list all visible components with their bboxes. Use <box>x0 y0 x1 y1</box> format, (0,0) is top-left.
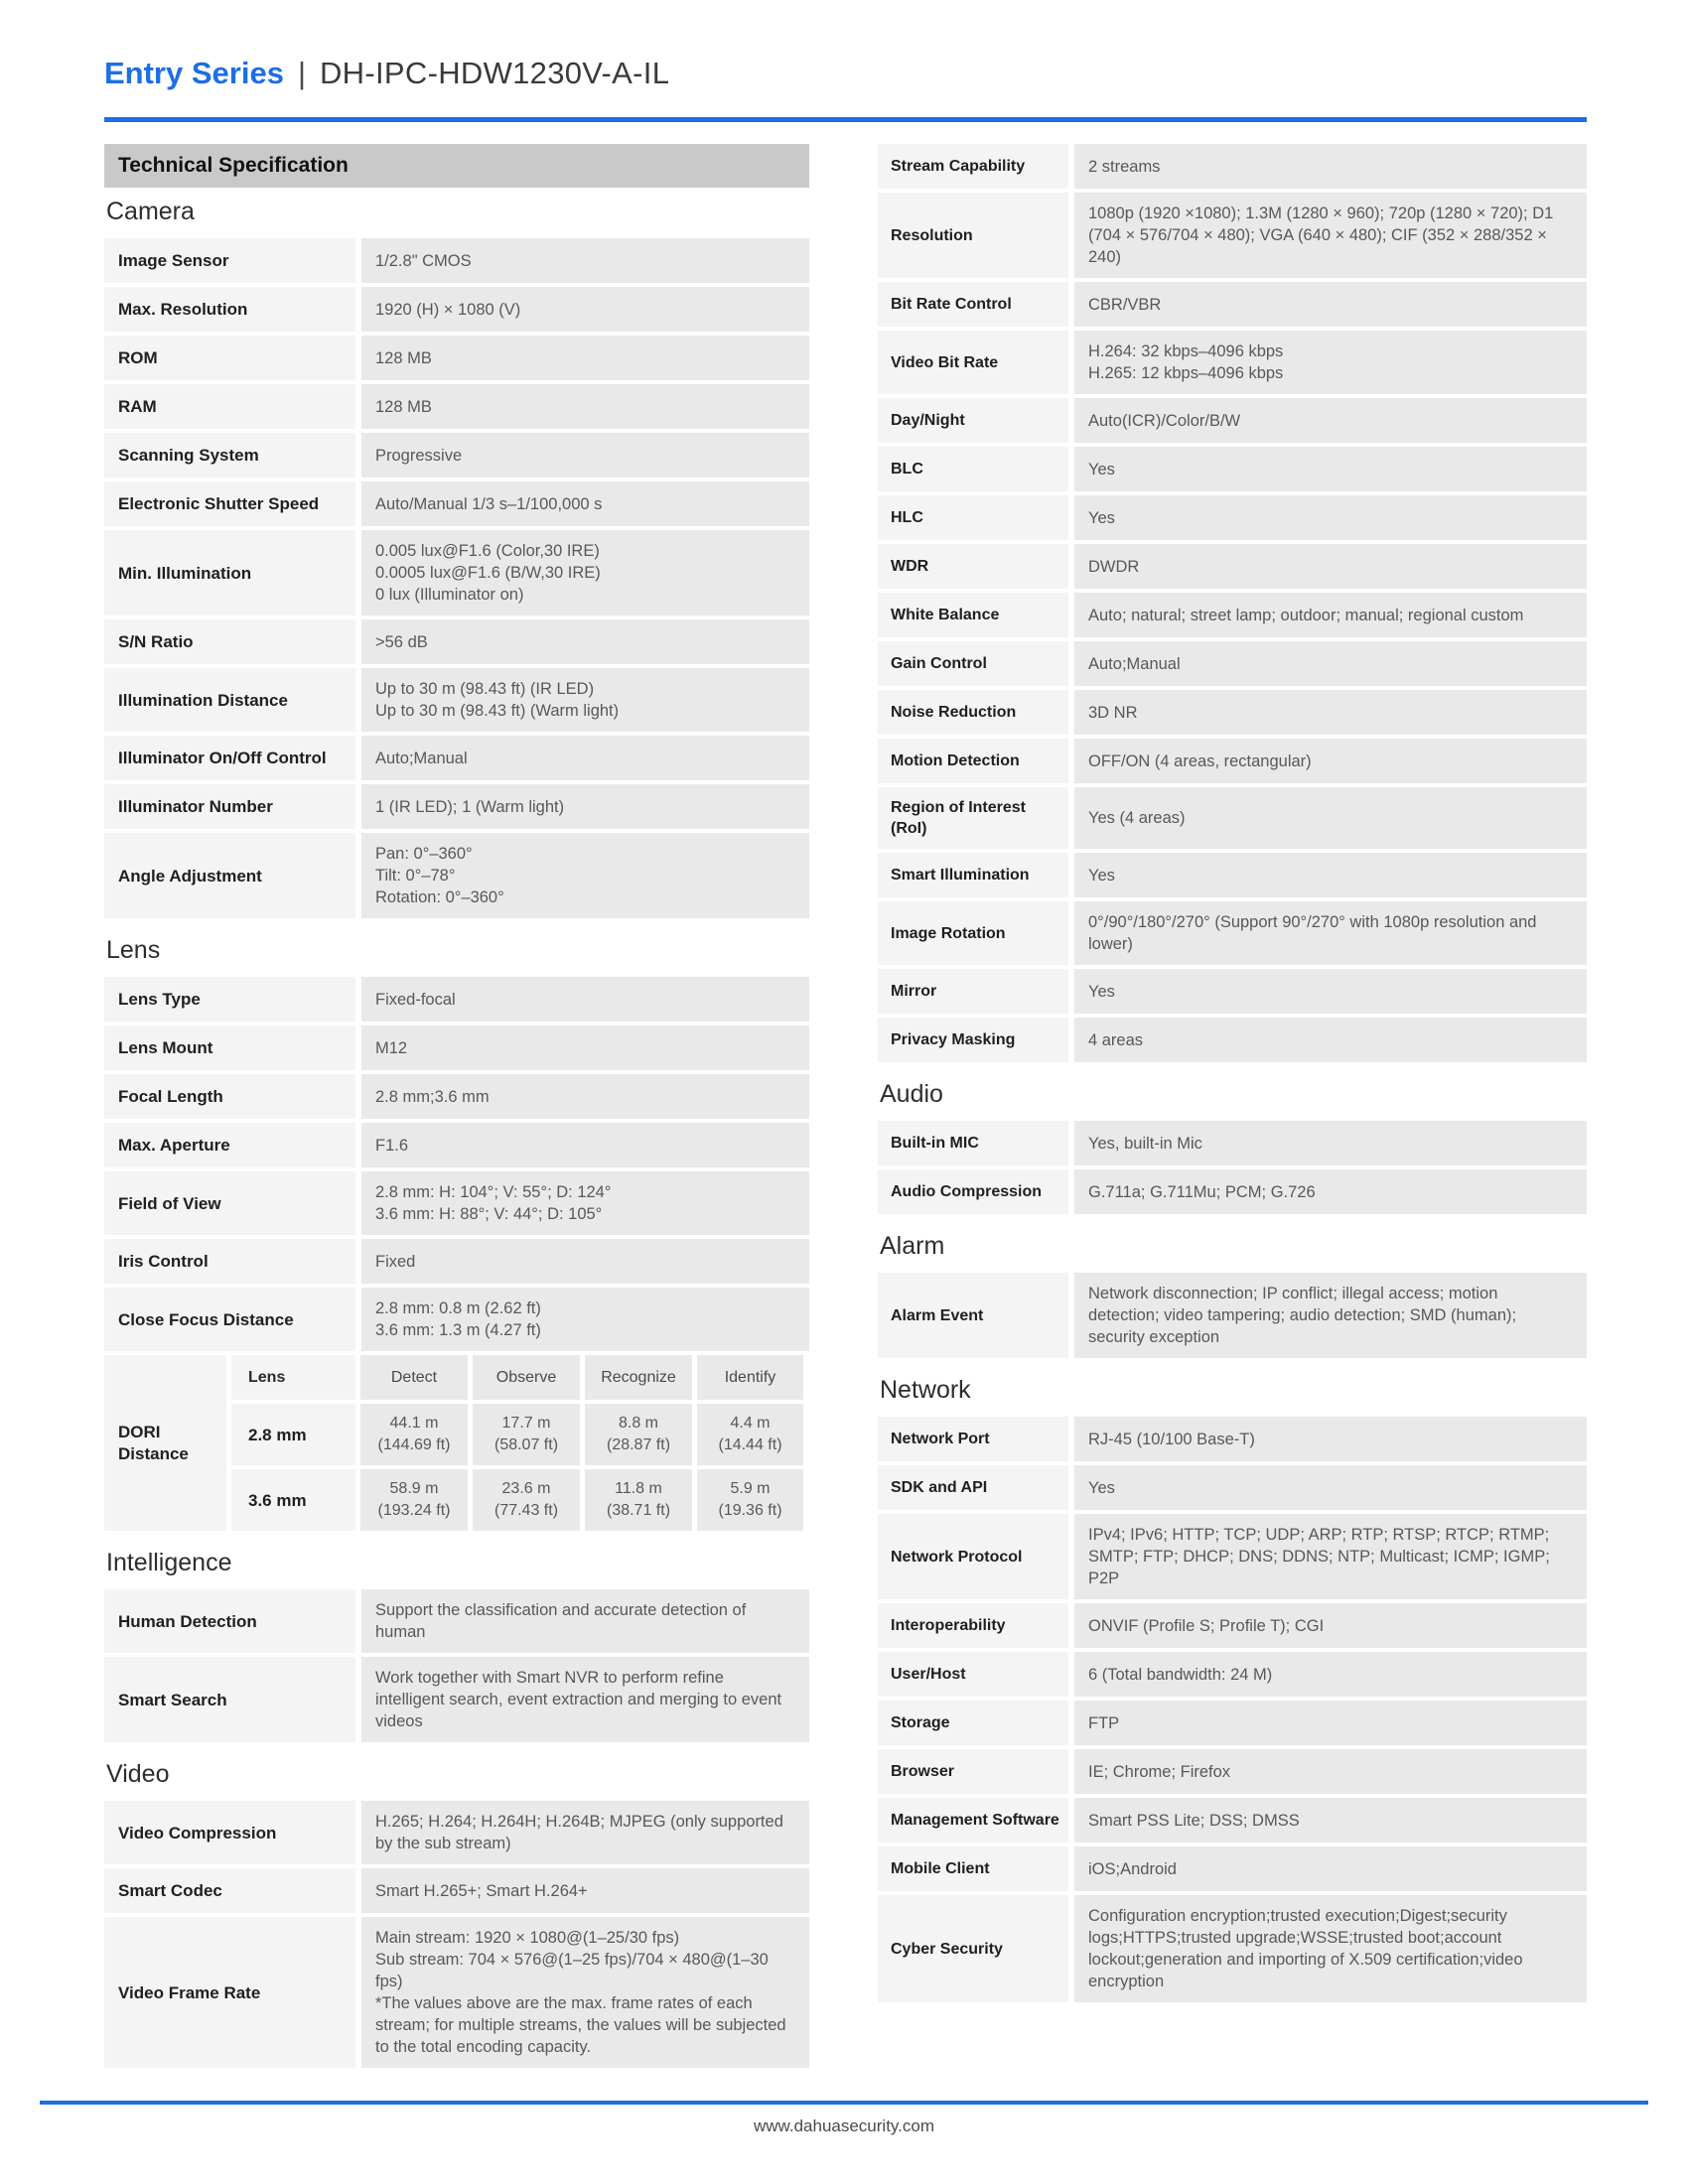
spec-row <box>878 1417 1587 1461</box>
footer-url: www.dahuasecurity.com <box>753 2116 935 2135</box>
spec-value-line: Work together with Smart NVR to perform refine intelligent search, event extraction and merging to event videos <box>375 1669 782 1730</box>
dori-col-header: Recognize <box>585 1355 692 1400</box>
spec-value <box>361 530 809 615</box>
spec-row <box>878 853 1587 897</box>
spec-label: Human Detection <box>104 1589 355 1653</box>
spec-value <box>361 784 809 829</box>
section-title-network: Network <box>880 1376 971 1404</box>
spec-value-line: 2.8 mm: H: 104°; V: 55°; D: 124° <box>375 1183 612 1201</box>
spec-value <box>361 238 809 283</box>
spec-value <box>1074 1514 1587 1599</box>
spec-value-line: Up to 30 m (98.43 ft) (IR LED) <box>375 680 595 698</box>
spec-columns <box>104 144 1587 2072</box>
spec-label: Region of Interest (RoI) <box>878 787 1068 849</box>
spec-row <box>878 593 1587 637</box>
dori-data-cell <box>697 1404 803 1465</box>
spec-label: Close Focus Distance <box>104 1288 355 1351</box>
spec-value-line: Main stream: 1920 × 1080@(1–25/30 fps) <box>375 1929 680 1947</box>
spec-value <box>1074 398 1587 443</box>
spec-row <box>878 1169 1587 1214</box>
spec-value-line: FTP <box>1088 1713 1120 1732</box>
header-rule <box>104 117 1587 122</box>
spec-label: Image Sensor <box>104 238 355 283</box>
dori-lens-value: 3.6 mm <box>231 1469 355 1531</box>
spec-value-line: G.711a; G.711Mu; PCM; G.726 <box>1088 1182 1316 1201</box>
spec-value-line: Yes <box>1088 1478 1115 1497</box>
spec-value <box>361 1657 809 1742</box>
dori-data-cell <box>585 1404 692 1465</box>
spec-row <box>878 398 1587 443</box>
spec-row <box>104 784 809 829</box>
spec-label: Built-in MIC <box>878 1121 1068 1165</box>
spec-value-line: 0 lux (Illuminator on) <box>375 586 524 604</box>
spec-value <box>361 977 809 1022</box>
spec-row <box>104 619 809 664</box>
dori-data-line: (144.69 ft) <box>377 1436 451 1453</box>
spec-value-line: Configuration encryption;trusted execution;Digest;security logs;HTTPS;trusted upgrade;WSSE;trusted boot;account lockout;generation and importing of X.509 certification;video encryption <box>1088 1907 1523 1990</box>
spec-value <box>1074 641 1587 686</box>
spec-row <box>878 193 1587 278</box>
spec-value <box>1074 282 1587 327</box>
footer-rule <box>40 2101 1648 2105</box>
spec-label: Network Port <box>878 1417 1068 1461</box>
spec-row <box>104 1171 809 1235</box>
spec-value <box>1074 1169 1587 1214</box>
spec-value <box>361 1123 809 1167</box>
spec-value <box>1074 447 1587 491</box>
spec-value-line: M12 <box>375 1038 408 1057</box>
spec-value <box>1074 853 1587 897</box>
spec-label: SDK and API <box>878 1465 1068 1510</box>
section-title-video: Video <box>106 1760 170 1788</box>
section-title-camera: Camera <box>106 198 195 225</box>
dori-data-line: 44.1 m <box>389 1415 439 1432</box>
spec-value <box>361 1074 809 1119</box>
spec-label: Mobile Client <box>878 1846 1068 1891</box>
spec-label: Video Bit Rate <box>878 331 1068 394</box>
spec-value <box>1074 544 1587 589</box>
spec-value <box>1074 901 1587 965</box>
spec-label: Smart Illumination <box>878 853 1068 897</box>
spec-value-line: DWDR <box>1088 557 1140 576</box>
spec-row <box>878 1798 1587 1843</box>
spec-value <box>1074 1121 1587 1165</box>
spec-row <box>104 1917 809 2068</box>
spec-value <box>361 833 809 918</box>
spec-row <box>104 1025 809 1070</box>
spec-row <box>878 447 1587 491</box>
spec-row <box>878 495 1587 540</box>
spec-value-line: >56 dB <box>375 632 428 651</box>
spec-value-line: IE; Chrome; Firefox <box>1088 1762 1231 1781</box>
spec-value-line: Auto;Manual <box>375 749 468 767</box>
dori-distance-table <box>104 1355 809 1531</box>
spec-label: Field of View <box>104 1171 355 1235</box>
spec-label: User/Host <box>878 1652 1068 1697</box>
spec-row <box>104 668 809 732</box>
spec-label: White Balance <box>878 593 1068 637</box>
section-title-audio: Audio <box>880 1080 943 1108</box>
spec-row <box>104 530 809 615</box>
spec-row <box>104 1801 809 1864</box>
spec-value <box>361 384 809 429</box>
page-title <box>104 56 669 91</box>
dori-row-label-line: DORI <box>118 1422 161 1441</box>
spec-row <box>878 1652 1587 1697</box>
spec-row <box>878 1273 1587 1358</box>
spec-label: HLC <box>878 495 1068 540</box>
dori-data-line: (77.43 ft) <box>493 1502 559 1519</box>
spec-value-line: Yes <box>1088 508 1115 527</box>
spec-value-line: 0°/90°/180°/270° (Support 90°/270° with 1080p resolution and lower) <box>1088 913 1537 953</box>
spec-label: Audio Compression <box>878 1169 1068 1214</box>
spec-value-line: Fixed <box>375 1252 416 1271</box>
spec-row <box>104 1074 809 1119</box>
spec-value-line: Progressive <box>375 446 463 465</box>
spec-label: Illumination Distance <box>104 668 355 732</box>
spec-value-line: 128 MB <box>375 397 432 416</box>
spec-label: Illuminator On/Off Control <box>104 736 355 780</box>
dori-data-line: (38.71 ft) <box>606 1502 671 1519</box>
spec-value <box>361 736 809 780</box>
spec-label: Gain Control <box>878 641 1068 686</box>
spec-value-line: 3.6 mm: 1.3 m (4.27 ft) <box>375 1321 541 1339</box>
dori-lens-value: 2.8 mm <box>231 1404 355 1465</box>
spec-value <box>1074 1652 1587 1697</box>
spec-value-line: Yes <box>1088 460 1115 478</box>
dori-col-header: Detect <box>360 1355 468 1400</box>
spec-value-line: 128 MB <box>375 348 432 367</box>
spec-label: S/N Ratio <box>104 619 355 664</box>
dori-data-line: (19.36 ft) <box>718 1502 782 1519</box>
spec-row <box>878 1846 1587 1891</box>
spec-value <box>1074 495 1587 540</box>
spec-value-line: 0.0005 lux@F1.6 (B/W,30 IRE) <box>375 564 601 582</box>
spec-row <box>878 739 1587 783</box>
spec-label: Image Rotation <box>878 901 1068 965</box>
spec-label: ROM <box>104 336 355 380</box>
technical-specification-header: Technical Specification <box>104 144 809 188</box>
spec-label: Interoperability <box>878 1603 1068 1648</box>
spec-value <box>361 336 809 380</box>
spec-value <box>1074 193 1587 278</box>
spec-row <box>104 433 809 478</box>
spec-value <box>361 1868 809 1913</box>
spec-value <box>1074 690 1587 735</box>
dori-row-label <box>104 1355 226 1531</box>
spec-value <box>361 481 809 526</box>
left-sections <box>104 198 809 2068</box>
spec-value-line: Auto;Manual <box>1088 654 1181 673</box>
spec-value-line: Sub stream: 704 × 576@(1–25 fps)/704 × 480@(1–30 fps) <box>375 1951 769 1990</box>
spec-value-line: ONVIF (Profile S; Profile T); CGI <box>1088 1616 1325 1635</box>
spec-value <box>1074 593 1587 637</box>
spec-label: Browser <box>878 1749 1068 1794</box>
spec-label: Illuminator Number <box>104 784 355 829</box>
spec-label: Smart Codec <box>104 1868 355 1913</box>
spec-value-line: OFF/ON (4 areas, rectangular) <box>1088 751 1312 770</box>
spec-row <box>104 1868 809 1913</box>
spec-label: BLC <box>878 447 1068 491</box>
spec-row <box>878 1603 1587 1648</box>
spec-label: Bit Rate Control <box>878 282 1068 327</box>
spec-value-line: 1920 (H) × 1080 (V) <box>375 300 521 319</box>
spec-label: Angle Adjustment <box>104 833 355 918</box>
spec-label: Focal Length <box>104 1074 355 1119</box>
spec-value <box>361 1171 809 1235</box>
spec-row <box>104 1589 809 1653</box>
spec-label: RAM <box>104 384 355 429</box>
spec-row <box>104 384 809 429</box>
spec-value <box>1074 1895 1587 2002</box>
spec-label: Network Protocol <box>878 1514 1068 1599</box>
spec-value <box>361 1801 809 1864</box>
spec-value-line: 3.6 mm: H: 88°; V: 44°; D: 105° <box>375 1205 603 1223</box>
dori-data-line: 17.7 m <box>501 1415 551 1432</box>
right-column <box>878 144 1587 2006</box>
spec-value <box>1074 1018 1587 1062</box>
spec-value-line: 0.005 lux@F1.6 (Color,30 IRE) <box>375 542 600 560</box>
spec-label: Iris Control <box>104 1239 355 1284</box>
spec-value-line: Yes <box>1088 866 1115 885</box>
dori-data-line: (58.07 ft) <box>493 1436 559 1453</box>
spec-value-line: Smart PSS Lite; DSS; DMSS <box>1088 1811 1300 1830</box>
section-title-intelligence: Intelligence <box>106 1549 232 1576</box>
spec-value <box>361 619 809 664</box>
spec-value-line: CBR/VBR <box>1088 295 1162 314</box>
spec-value-line: 2.8 mm: 0.8 m (2.62 ft) <box>375 1299 541 1317</box>
spec-value-line: H.264: 32 kbps–4096 kbps <box>1088 342 1284 360</box>
spec-value-line: Yes (4 areas) <box>1088 809 1186 827</box>
dori-data-cell <box>473 1404 580 1465</box>
spec-value-line: Fixed-focal <box>375 990 456 1009</box>
spec-row <box>878 1701 1587 1745</box>
spec-value-line: Up to 30 m (98.43 ft) (Warm light) <box>375 702 620 720</box>
spec-value <box>1074 1603 1587 1648</box>
spec-value <box>1074 1701 1587 1745</box>
spec-row <box>878 282 1587 327</box>
model-number: DH-IPC-HDW1230V-A-IL <box>320 56 670 90</box>
spec-value-line: 1/2.8" CMOS <box>375 251 472 270</box>
spec-value-line: Pan: 0°–360° <box>375 845 473 863</box>
spec-value-line: iOS;Android <box>1088 1859 1177 1878</box>
spec-label: Scanning System <box>104 433 355 478</box>
spec-value <box>361 1025 809 1070</box>
spec-value-line: F1.6 <box>375 1136 409 1155</box>
dori-data-line: 58.9 m <box>389 1480 439 1497</box>
spec-value-line: 4 areas <box>1088 1030 1144 1049</box>
spec-row <box>878 144 1587 189</box>
spec-label: WDR <box>878 544 1068 589</box>
spec-row <box>104 336 809 380</box>
spec-label: Electronic Shutter Speed <box>104 481 355 526</box>
spec-value-line: Auto/Manual 1/3 s–1/100,000 s <box>375 494 603 513</box>
dori-data-cell <box>360 1404 468 1465</box>
spec-row <box>104 287 809 332</box>
spec-value-line: Smart H.265+; Smart H.264+ <box>375 1881 588 1900</box>
dori-col-header: Lens <box>231 1355 355 1400</box>
spec-row <box>878 969 1587 1014</box>
spec-row <box>878 1514 1587 1599</box>
spec-row <box>878 641 1587 686</box>
spec-row <box>878 1121 1587 1165</box>
spec-label: Motion Detection <box>878 739 1068 783</box>
spec-row <box>104 1123 809 1167</box>
spec-row <box>878 901 1587 965</box>
spec-value <box>1074 1846 1587 1891</box>
spec-label: Max. Resolution <box>104 287 355 332</box>
spec-value-line: 3D NR <box>1088 703 1138 722</box>
spec-value <box>1074 1417 1587 1461</box>
spec-label: Lens Type <box>104 977 355 1022</box>
spec-value-line: 6 (Total bandwidth: 24 M) <box>1088 1665 1273 1684</box>
spec-label: Cyber Security <box>878 1895 1068 2002</box>
spec-row <box>878 1749 1587 1794</box>
dori-data-line: (28.87 ft) <box>606 1436 671 1453</box>
spec-row <box>878 544 1587 589</box>
spec-value-line: Tilt: 0°–78° <box>375 867 456 885</box>
spec-value-line: Yes <box>1088 982 1115 1001</box>
spec-label: Resolution <box>878 193 1068 278</box>
dori-data-line: 23.6 m <box>501 1480 551 1497</box>
dori-col-header: Observe <box>473 1355 580 1400</box>
spec-row <box>104 238 809 283</box>
spec-label: Video Compression <box>104 1801 355 1864</box>
spec-row <box>878 787 1587 849</box>
spec-value <box>1074 739 1587 783</box>
spec-value-line: Network disconnection; IP conflict; illegal access; motion detection; video tampering; audio detection; SMD (human); security exception <box>1088 1285 1517 1346</box>
spec-label: Mirror <box>878 969 1068 1014</box>
spec-label: Alarm Event <box>878 1273 1068 1358</box>
spec-value <box>1074 969 1587 1014</box>
left-column <box>104 144 809 2072</box>
title-separator: | <box>297 56 306 90</box>
spec-value <box>1074 1465 1587 1510</box>
spec-row <box>878 1018 1587 1062</box>
dori-data-line: 4.4 m <box>730 1415 771 1432</box>
spec-row <box>878 1895 1587 2002</box>
spec-value-line: Support the classification and accurate detection of human <box>375 1601 747 1641</box>
spec-label: Lens Mount <box>104 1025 355 1070</box>
spec-row <box>104 977 809 1022</box>
spec-row <box>878 331 1587 394</box>
dori-data-line: 11.8 m <box>615 1480 662 1497</box>
spec-value <box>361 287 809 332</box>
spec-value-line: Rotation: 0°–360° <box>375 888 504 906</box>
dori-data-line: (14.44 ft) <box>718 1436 782 1453</box>
dori-row-label-line: Distance <box>118 1443 189 1463</box>
spec-value-line: H.265: 12 kbps–4096 kbps <box>1088 364 1284 382</box>
series-name: Entry Series <box>104 56 284 90</box>
spec-value-line: 1080p (1920 ×1080); 1.3M (1280 × 960); 720p (1280 × 720); D1 (704 × 576/704 × 480); VGA (640 × 480); CIF (352 × 288/352 × 240) <box>1088 205 1554 266</box>
spec-row <box>878 1465 1587 1510</box>
dori-data-cell <box>473 1469 580 1531</box>
spec-value <box>361 433 809 478</box>
spec-value <box>1074 787 1587 849</box>
dori-data-line: 5.9 m <box>730 1480 771 1497</box>
spec-value <box>1074 1749 1587 1794</box>
spec-value-line: Auto(ICR)/Color/B/W <box>1088 411 1241 430</box>
spec-row <box>104 736 809 780</box>
spec-value-line: 2 streams <box>1088 157 1161 176</box>
spec-row <box>104 1657 809 1742</box>
dori-data-line: (193.24 ft) <box>377 1502 451 1519</box>
dori-data-cell <box>697 1469 803 1531</box>
spec-label: Stream Capability <box>878 144 1068 189</box>
spec-value-line: 2.8 mm;3.6 mm <box>375 1087 490 1106</box>
dori-col-header: Identify <box>697 1355 803 1400</box>
spec-label: Storage <box>878 1701 1068 1745</box>
spec-value-line: H.265; H.264; H.264H; H.264B; MJPEG (only supported by the sub stream) <box>375 1813 783 1852</box>
spec-label: Min. Illumination <box>104 530 355 615</box>
section-title-lens: Lens <box>106 936 161 964</box>
spec-label: Noise Reduction <box>878 690 1068 735</box>
dori-data-line: 8.8 m <box>618 1415 658 1432</box>
spec-value-line: Yes, built-in Mic <box>1088 1134 1202 1153</box>
spec-label: Max. Aperture <box>104 1123 355 1167</box>
section-title-alarm: Alarm <box>880 1232 945 1260</box>
spec-value-line: 1 (IR LED); 1 (Warm light) <box>375 797 565 816</box>
spec-value <box>361 668 809 732</box>
spec-row <box>104 481 809 526</box>
spec-label: Privacy Masking <box>878 1018 1068 1062</box>
spec-row <box>104 1239 809 1284</box>
spec-value <box>1074 1273 1587 1358</box>
dori-data-cell <box>585 1469 692 1531</box>
spec-value <box>361 1239 809 1284</box>
spec-label: Smart Search <box>104 1657 355 1742</box>
dori-data-cell <box>360 1469 468 1531</box>
spec-value-line: RJ-45 (10/100 Base-T) <box>1088 1430 1255 1448</box>
spec-label: Day/Night <box>878 398 1068 443</box>
spec-value <box>1074 1798 1587 1843</box>
spec-value <box>1074 144 1587 189</box>
spec-value-line: *The values above are the max. frame rates of each stream; for multiple streams, the values will be subjected to the total encoding capacity. <box>375 1994 786 2056</box>
spec-value <box>1074 331 1587 394</box>
spec-row <box>104 1288 809 1351</box>
spec-label: Management Software <box>878 1798 1068 1843</box>
spec-value <box>361 1917 809 2068</box>
spec-row <box>878 690 1587 735</box>
spec-value <box>361 1288 809 1351</box>
spec-value-line: IPv4; IPv6; HTTP; TCP; UDP; ARP; RTP; RTSP; RTCP; RTMP; SMTP; FTP; DHCP; DNS; DDNS; NTP; Multicast; ICMP; IGMP; P2P <box>1088 1526 1550 1587</box>
spec-label: Video Frame Rate <box>104 1917 355 2068</box>
spec-value-line: Auto; natural; street lamp; outdoor; manual; regional custom <box>1088 606 1524 624</box>
spec-value <box>361 1589 809 1653</box>
spec-row <box>104 833 809 918</box>
